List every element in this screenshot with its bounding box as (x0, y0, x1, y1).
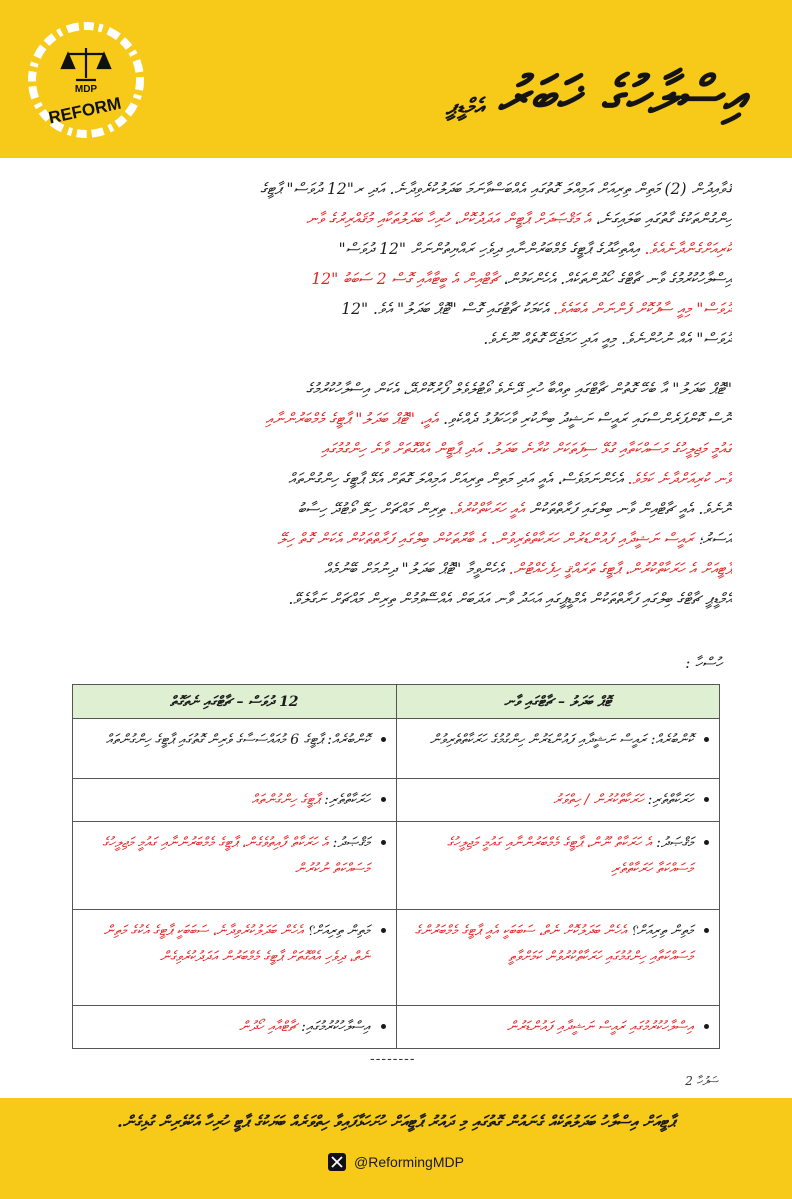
table-cell-left (73, 1006, 397, 1049)
table-row (73, 910, 720, 1006)
table-header-right: ޓޮޕް ބަދަލު – ޗާޓްގައި ވާނ (396, 685, 720, 719)
body-text-span: އެމްޑީޕީ ޗާޓްގެ ބިލްގައި ފަރާތްތަކުން އެމްޑީޕީގައި އަޙަދު ވާނ އަދަބަށް އެއްސޭވުމުން ތިރިން މައްޗަށް ނަގާލެވޭ. (288, 590, 732, 608)
body-text-span: އިސްލާހުކުރުމުގެ ވާނ ޗާޓްގެ ހޯދުންތަކެއް. އެހެންކަމުން، (498, 270, 732, 288)
cell-value: އެ ހަރަކާތް ފާއިތުވެގެން، ޕާޓީގެ މެމްބަރުންނާއި ގައުމީ މަޖިލީހުގެ މަސައްކަތް ނުކުރުން (102, 835, 370, 877)
table-caption: ހުސްހާ : (685, 654, 722, 672)
cell-value: އެހެން ބަދަލުކޮށް ނެތް، ސަބަބަކީ އެއީ ޕާޓީގެ މެމްބަރުންގެ މަސައްކަތާއި ހިންގުމުގައި ހަރަކާތްކުރުވުން ކަމަށްވާތީ (414, 923, 693, 965)
table-cell-right (396, 822, 720, 910)
text-line (60, 294, 732, 324)
cell-label: މަޤްޞަދު: (332, 835, 370, 851)
header-banner (0, 0, 792, 158)
highlighted-text: އެއީ ހަރަކާތްކުރުވެ. (449, 500, 525, 518)
article-paragraph-2 (60, 374, 732, 614)
cell-value: ޕާޓީގެ 6 މުއައްސަސާގެ ވެރިން ގޮތުގައި ޕާޓީގެ ހިންގުންތައް (105, 732, 323, 748)
body-text-span: އެކަމަކު ޗާޓުގައި ގޮސް "ޓޮޕް ބަދަލު" އެވެ. "12 (341, 300, 554, 318)
highlighted-text: އަދި ޕާޓީން އެއްގޮތަށް ވާނެ ހިންގުމުގައި (321, 440, 482, 458)
body-text-span: އެކަން އިސްލާހުކުރުމުގެ (305, 380, 399, 398)
bullet-item (407, 727, 694, 753)
cell-label: އިސްލާހުކުރުމުގައި: (301, 1019, 370, 1035)
text-line (60, 584, 732, 614)
body-text-span: އަސަރު؛ (698, 530, 732, 548)
text-line (60, 404, 732, 434)
cell-label: ހަރަކާތްތެރި: (324, 792, 370, 808)
highlighted-text: ކުރިއަށްގެންދާނެއެވެ. (644, 240, 732, 258)
table-cell-left (73, 779, 397, 822)
cell-label: ކޮންބުރެއް: (327, 732, 370, 748)
body-text-span: އެހެންނަމަވެސް، އެއީ އަދި މަތިން ތިރިއަށް އަމިއްލަ ގޮތަށް އެޅޭ ޕާޓީގެ ހިންގުންތައް (288, 470, 628, 488)
highlighted-text: ދުވަސް" މިއީ ސާފުކޮށް ފެންނަން އެބައެވެ. (553, 300, 732, 318)
table-cell-right (396, 910, 720, 1006)
table-row (73, 822, 720, 910)
table-header-left: 12 ދުވަސް – ޗާޓްގައި ނެތަގޮތް (73, 685, 397, 719)
cell-value: ޗާޓްއާއި ހޯދުން (238, 1019, 297, 1035)
text-line (60, 234, 732, 264)
cell-value: ހަރަކާތްކުރުން / ހިތްވަރު (553, 792, 644, 808)
body-text-span: ތިރިން މައްޗަށް ހިލޭ ވޯޓުދޭ ހިސާބު (297, 500, 450, 518)
table-row (73, 719, 720, 779)
page-number: ސަފުހާ 2 (685, 1074, 718, 1088)
bullet-item (83, 1014, 370, 1040)
body-text-span: ނޫސް ކޮންފަރެންސްގައި ރައީސް ނަޝީދު ބިނާކުރި ވާހަކަފުޅު ދެއްކެވި. (438, 410, 732, 428)
table-cell-left (73, 910, 397, 1006)
body-text-span: ޤަވާއިދުން (2) މަތިން ތިރިއަށް އަމިއްލަ ގޮތުގައި އެއްބަސްވާނަމަ ބަދަލުކުރެވިދާނެ. އަދި ރ"12 ދުވަސް" ޕާޓީގެ (260, 180, 732, 198)
table-cell-right (396, 1006, 720, 1049)
table-cell-right (396, 719, 720, 779)
text-line (60, 174, 732, 204)
article-body (60, 174, 732, 634)
bullet-item (83, 918, 370, 970)
text-line (60, 204, 732, 234)
body-text-span: "ޓޮޕް ބަދަލު" އާ ބެހޭ ގޮތުން ޗާޓްގައި ތިއްބާ ހުރި ދޭނެވެ ވޯޓުލެވެލް ފޯރުކޮށްދޭ، (398, 380, 732, 398)
bullet-item (83, 727, 370, 753)
text-line (60, 434, 732, 464)
body-text-span: ހިންގުންތަކުގެ ގާތުގައި ބަލައިގަނެ، (595, 210, 732, 228)
bullet-item (407, 830, 694, 882)
bullet-item (83, 830, 370, 882)
table-cell-right (396, 779, 720, 822)
social-handle[interactable] (0, 1153, 792, 1171)
body-text-span: އެއީ ޗާޓްއިން ވާނ ބިލްގައި ފަރާތްތަކުން (524, 500, 699, 518)
table-cell-left (73, 719, 397, 779)
body-text-span: ދުވަސް" އެއް ނުހުންނެވެ. މިއީ އަދި ހަމަޖެހޭ ގޮތެއް ނޫނެވެ. (483, 330, 732, 348)
text-line (60, 524, 732, 554)
cell-label: ކޮންބުރެއް: (650, 732, 693, 748)
table-cell-left (73, 822, 397, 910)
bullet-item (407, 1014, 694, 1040)
cell-label: މަތިން ތިރިއަށް؟ (630, 923, 693, 939)
cell-label: މަތިން ތިރިއަށް؟ (307, 923, 370, 939)
text-line (60, 464, 732, 494)
body-text-span: ނޫނެވެ. (698, 500, 732, 518)
bullet-item (83, 787, 370, 813)
x-logo-icon (328, 1153, 346, 1171)
body-text-span: އެހެންވީމާ "ޓޮޕް ބަދަލު" ދިނުމަށް ބޭނުމެއް (324, 560, 504, 578)
highlighted-text: ގައުމީ މަޖިލީހުގެ މަސައްކަތާއި ގުޅޭ ސިފަތަކަށް ކުރާނެ ބަދަލު. (481, 440, 732, 458)
text-line (60, 324, 732, 354)
cell-label: މަޤްޞަދު: (656, 835, 693, 851)
highlighted-text: އެއީ، "ޓޮޕް ބަދަލު" ޕާޓީގެ މެމްބަރުންނާއި (265, 410, 439, 428)
social-handle-text[interactable]: @ReformingMDP (354, 1154, 464, 1170)
reform-logo (26, 20, 146, 140)
cell-label: ހަރަކާތްތެރި: (647, 792, 693, 808)
highlighted-text: ޗާޓްއިން އެ ބީޓާއާއި ގޮސް 2 ސަބަބު "12 (311, 270, 499, 288)
section-divider: -------- (370, 1052, 416, 1067)
cell-value: އެ ހަރަކާތް ނޫން، ޕާޓީގެ މެމްބަރުންނާއި ގައުމީ މަޖިލީހުގެ މަސައްކަތާ ހަރަކާތްތެރި (446, 835, 693, 877)
text-line (60, 374, 732, 404)
highlighted-text: ރައީސް ނަޝީދާއި ފައުންޑަރުން ހަރަކާތްތެރިވުން. އެ ބާރުތަކުން ބިލްގައި ފަރާތްތަކުން އެކަން ގޮތް ހިލޭ (277, 530, 699, 548)
bullet-item (407, 918, 694, 970)
footer-slogan: ޕާޓީއަށް އިސްލާހު ބަދަލުތަކެއް ގެނައުން ގޮތުގައި މި ދައުރު ޕާޓީއަށް ހުށަހަޅާފައިވާ ހިތްވަރެއް ބަޔަކުގެ ޕާޓީ ހުރިހާ އެކުވެރިން ގުޅިގެން. (117, 1112, 675, 1131)
article-paragraph-1 (60, 174, 732, 354)
comparison-table (72, 684, 720, 1049)
logo-wordmark: REFORM (46, 93, 123, 128)
footer-banner (0, 1098, 792, 1199)
highlighted-text: ވާނ ކުރިއަށްދާނެ ކަމެވެ. (627, 470, 732, 488)
text-line (60, 264, 732, 294)
highlighted-text: އެ މަޤްޞަދަށް ޕާޓީން އަދަދުކޮށް، ހުރިހާ ބަދަލުތަކާއި މުޤައްރިރުގެ ވާނ (306, 210, 596, 228)
masthead-subtitle: އެމްޑީޕީ (445, 94, 484, 120)
cell-value: އިސްލާހުކުރުމުގައި ރައީސް ނަޝީދާއި ފައުންޑަރުން (506, 1019, 693, 1035)
table-row (73, 1006, 720, 1049)
text-line (60, 554, 732, 584)
table-row (73, 779, 720, 822)
highlighted-text: ޕާޓީއަށް އެ ހަރަކާތްކުރުން، ޕާޓީގެ ތަރައްޤީ ހިފެހެއްޓުން. (503, 560, 732, 578)
masthead-title: އިސްލާހުގެ ޚަބަރު (497, 65, 746, 126)
cell-value: ޕާޓީގެ ހިންގުންތައް (251, 792, 320, 808)
masthead (445, 22, 746, 126)
bullet-item (407, 787, 694, 813)
cell-value: ރައީސް ނަޝީދާއި ފައުންޑަރުން ހިންގުމުގެ ހަރަކާތްތެރިވުން (429, 732, 647, 748)
cell-value: އެހެން ބަދަލުކުރެވިދާނެ، ސަބަބަކީ ޕާޓީގެ އެކުގެ މަތިން ނެތް، ދިވެހި އެއްގޮތަށް ޕާޓީގެ މެމްބަރުން އަދަދުކުރެވިގެން (103, 923, 370, 965)
scales-icon (62, 48, 110, 80)
text-line (60, 494, 732, 524)
body-text-span: އިއްތިހާދުގެ ޕާޓީގެ މެމްބަރުންނާއި ދިވެހި ރައްޔިތުންނަށް "12 ދުވަސް" (338, 240, 645, 258)
logo-badge: MDP (74, 84, 98, 95)
